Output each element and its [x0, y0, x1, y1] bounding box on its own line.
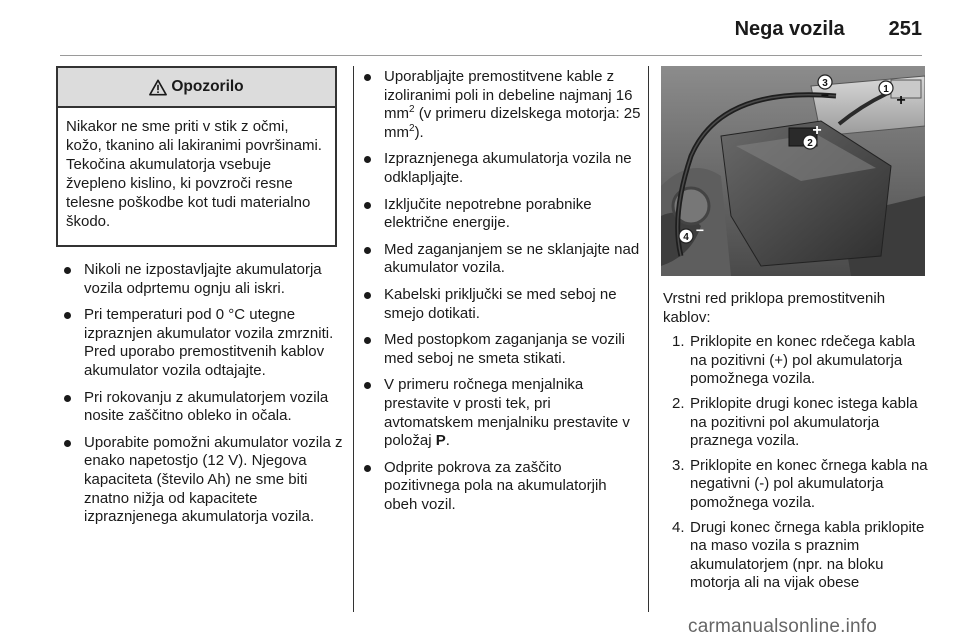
page-number: 251 [888, 18, 922, 40]
page-header [735, 18, 922, 41]
list-item: Med postopkom zaganjanja se vozili med seboj ne smeta stikati. [361, 331, 641, 368]
header-rule [60, 55, 922, 56]
section-title: Nega vozila [734, 18, 845, 40]
list-item: Izpraznjenega akumulatorja vozila ne odklapljajte. [361, 150, 641, 187]
plus-sign: + [812, 122, 822, 139]
right-column [663, 290, 928, 599]
warning-triangle-icon [149, 79, 167, 96]
list-item: Nikoli ne izpostavljajte akumulatorja vozila odprtemu ognju ali iskri. [61, 261, 346, 298]
list-item: 3. Priklopite en konec črnega kabla na negativni (-) pol akumulatorja pomožnega vozila. [672, 456, 928, 511]
left-column [61, 261, 346, 535]
warning-header [58, 68, 335, 108]
callout-label: 4 [683, 232, 689, 243]
watermark: carmanualsonline.info [688, 616, 878, 637]
list-item: Pri rokovanju z akumulatorjem vozila nosite zaščitno obleko in očala. [61, 389, 346, 426]
engine-bay-photo [661, 66, 925, 276]
list-item: V primeru ročnega menjalnika prestavite v prosti tek, pri avtomatskem menjalniku prestavite v položaj P. [361, 376, 641, 450]
list-item: Odprite pokrova za zaščito pozitivnega pola na akumulatorjih obeh vozil. [361, 459, 641, 515]
warning-text: Nikakor ne sme priti v stik z očmi, kožo, tkanino ali lakiranimi površinami. Tekočina akumulatorja vsebuje žvepleno kislino, ki povzroči resne telesne poškodbe kot tudi materialno škodo. [66, 118, 322, 230]
list-item: 4. Drugi konec črnega kabla priklopite na maso vozila s praznim akumulatorjem (npr. na bloku motorja ali na vijak obese [672, 518, 925, 592]
list-item: Med zaganjanjem se ne sklanjajte nad akumulator vozila. [361, 241, 641, 278]
callout-label: 2 [807, 138, 813, 149]
steps-intro: Vrstni red priklopa premostitvenih kablov: [663, 290, 886, 326]
list-item: Izključite nepotrebne porabnike električne energije. [361, 196, 641, 233]
callout-label: 3 [822, 78, 828, 89]
middle-column [361, 68, 641, 522]
minus-sign: − [695, 222, 705, 238]
column-divider [648, 66, 649, 612]
list-item: 2. Priklopite drugi konec istega kabla na pozitivni pol akumulatorja praznega vozila. [672, 394, 918, 450]
list-item: Uporabite pomožni akumulator vozila z enako napetostjo (12 V). Njegova kapaciteta (število Ah) ne sme biti znatno nižja od kapacitete izpraznjenega akumulatorja vozila. [61, 434, 346, 527]
list-item: Kabelski priključki se med seboj ne smejo dotikati. [361, 286, 641, 323]
callout-label: 1 [883, 84, 889, 95]
warning-box [56, 66, 337, 247]
list-item: 1. Priklopite en konec rdečega kabla na pozitivni (+) pol akumulatorja pomožnega vozila. [672, 333, 916, 388]
minus-sign: − [820, 87, 830, 103]
plus-sign: + [896, 92, 906, 109]
warning-title: Opozorilo [171, 78, 244, 95]
column-divider [353, 66, 354, 612]
list-item: Pri temperaturi pod 0 °C utegne izpraznjen akumulator vozila zmrzniti. Pred uporabo premostitvenih kablov akumulator vozila odtajajte. [61, 306, 346, 380]
list-item: Uporabljajte premostitvene kable z izoliranimi poli in debeline najmanj 16 $mm^2$ (v primeru dizelskega motorja: 25 $mm^2$). [361, 68, 641, 142]
